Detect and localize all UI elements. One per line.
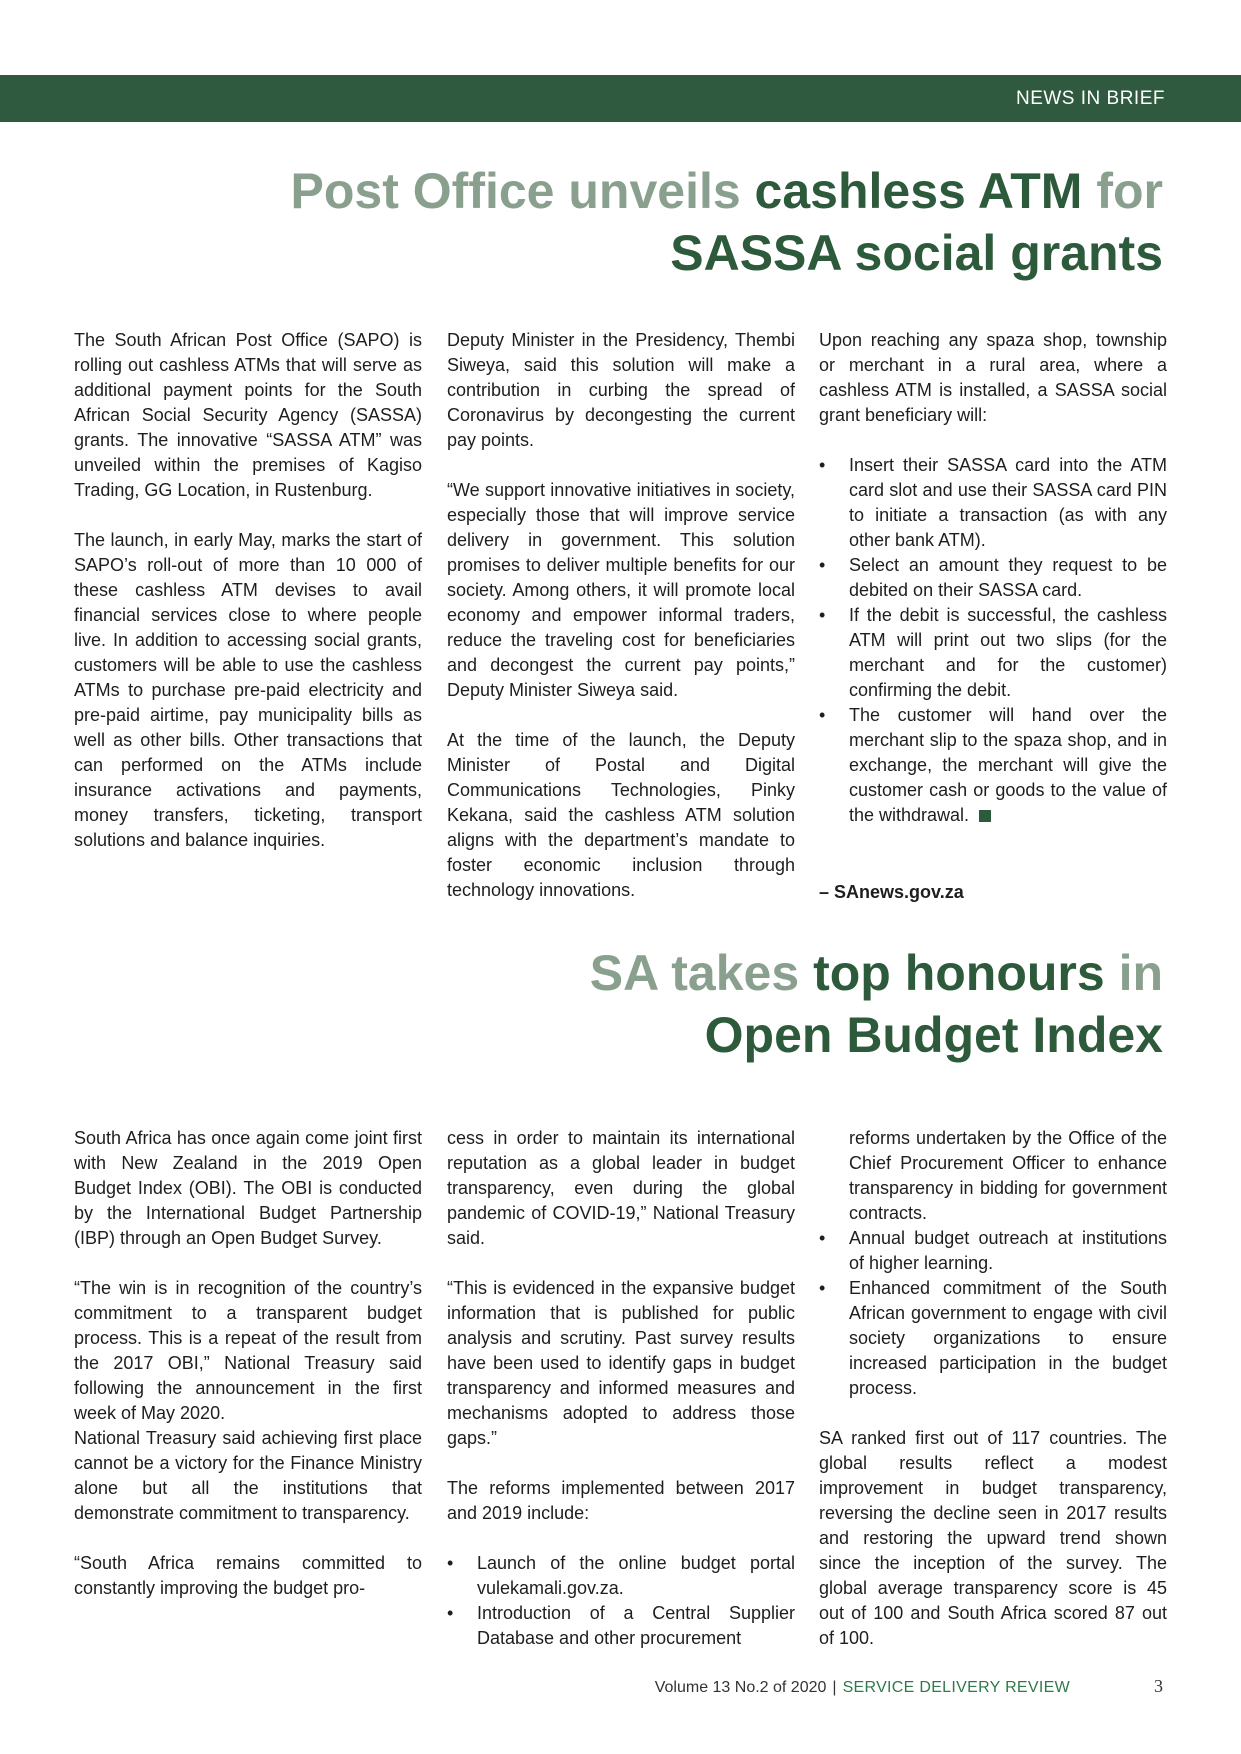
list-item: • Enhanced commitment of the South African government to engage with civil society organizations to ensure increased participation in the budget process. [819,1276,1167,1401]
list-item-text: The customer will hand over the merchant slip to the spaza shop, and in exchange, the merchant will give the customer cash or goods to the value of the withdrawal. [849,705,1167,825]
list-item: • Launch of the online budget portal vulekamali.gov.za. [447,1551,795,1601]
article-1-column-3 [819,328,1167,853]
paragraph: Deputy Minister in the Presidency, Thembi Siweya, said this solution will make a contribution in curbing the spread of Coronavirus by decongesting the current pay points. [447,330,795,450]
paragraph: Upon reaching any spaza shop, township or merchant in a rural area, where a cashless ATM is installed, a SASSA social grant beneficiary will: [819,330,1167,425]
paragraph: cess in order to maintain its international reputation as a global leader in budget transparency, even during the global pandemic of COVID-19,” National Treasury said. [447,1128,795,1248]
list-item: • Select an amount they request to be debited on their SASSA card. [819,553,1167,603]
paragraph: “The win is in recognition of the country’s commitment to a transparent budget process. This is a repeat of the result from the 2017 OBI,” National Treasury said following the announcement in the first week of May 2020. [74,1278,422,1423]
title-dark-text: Open Budget Index [704,1007,1163,1063]
article-2-column-2 [447,1126,795,1676]
article-2-title [590,942,1163,1066]
paragraph: “South Africa remains committed to constantly improving the budget pro- [74,1553,422,1598]
bullet-list [819,453,1167,828]
list-item: • Insert their SASSA card into the ATM card slot and use their SASSA card PIN to initiate a transaction (as with any other bank ATM). [819,453,1167,553]
paragraph: “This is evidenced in the expansive budget information that is published for public analysis and scrutiny. Past survey results have been used to identify gaps in budget transparency and informed measures and mechanisms adopted to address those gaps.” [447,1278,795,1448]
paragraph: SA ranked first out of 117 countries. The global results reflect a modest improvement in budget transparency, reversing the decline seen in 2017 results and restoring the upward trend shown since the inception of the survey. The global average transparency score is 45 out of 100 and South Africa scored 87 out of 100. [819,1428,1167,1648]
list-item [819,703,1167,828]
paragraph: The South African Post Office (SAPO) is rolling out cashless ATMs that will serve as additional payment points for the South African Social Security Agency (SASSA) grants. The innovative “SASSA ATM” was unveiled within the premises of Kagiso Trading, GG Location, in Rustenburg. [74,330,422,500]
magazine-name: SERVICE DELIVERY REVIEW [842,1679,1070,1696]
title-light-text: for [1082,163,1163,219]
page-number: 3 [1154,1676,1163,1696]
list-item-continued: reforms undertaken by the Office of the Chief Procurement Officer to enhance transparency in bidding for government contracts. [849,1128,1167,1223]
paragraph: The launch, in early May, marks the start of SAPO’s roll-out of more than 10 000 of these cashless ATM devises to avail financial services close to where people live. In addition to accessing social grants, customers will be able to use the cashless ATMs to purchase pre-paid electricity and pre-paid airtime, pay municipality bills as well as other bills. Other transactions that can performed on the ATMs include insurance activations and payments, money transfers, ticketing, transport solutions and balance inquiries. [74,530,422,850]
paragraph: National Treasury said achieving first place cannot be a victory for the Finance Ministry alone but all the institutions that demonstrate commitment to transparency. [74,1428,422,1523]
title-dark-text: SASSA social grants [670,225,1163,281]
end-mark-icon [979,810,991,822]
bullet-list [819,1126,1167,1401]
title-dark-text: cashless ATM [754,163,1083,219]
paragraph: At the time of the launch, the Deputy Minister of Postal and Digital Communications Technologies, Pinky Kekana, said the cashless ATM solution aligns with the department’s mandate to foster economic inclusion through technology innovations. [447,730,795,900]
section-banner [0,75,1241,122]
title-dark-text: top honours [813,945,1105,1001]
footer-separator: | [832,1679,837,1696]
title-light-text: Post Office unveils [290,163,755,219]
page-footer [0,1676,1163,1697]
article-1-column-1 [74,328,422,853]
section-label: NEWS IN BRIEF [1015,88,1165,109]
article-1-column-2 [447,328,795,903]
article-source: – SAnews.gov.za [819,882,964,902]
article-2-column-1 [74,1126,422,1601]
bullet-list [447,1551,795,1651]
paragraph: “We support innovative initiatives in society, especially those that will improve service delivery in government. This solution promises to deliver multiple benefits for our society. Among others, it will promote local economy and empower informal traders, reduce the traveling cost for beneficiaries and decongest the current pay points,” Deputy Minister Siweya said. [447,480,795,700]
paragraph: South Africa has once again come joint first with New Zealand in the 2019 Open Budget Index (OBI). The OBI is conducted by the International Budget Partnership (IBP) through an Open Budget Survey. [74,1128,422,1248]
paragraph: The reforms implemented between 2017 and 2019 include: [447,1478,795,1523]
list-item: • If the debit is successful, the cashless ATM will print out two slips (for the merchant and for the customer) confirming the debit. [819,603,1167,703]
list-item: • Introduction of a Central Supplier Database and other procurement [447,1601,795,1651]
article-1-title [291,160,1163,284]
article-2-column-3 [819,1126,1167,1651]
title-light-text: SA takes [589,945,814,1001]
volume-info: Volume 13 No.2 of 2020 [654,1679,827,1696]
list-item: • Annual budget outreach at institutions of higher learning. [819,1226,1167,1276]
title-light-text: in [1104,945,1163,1001]
